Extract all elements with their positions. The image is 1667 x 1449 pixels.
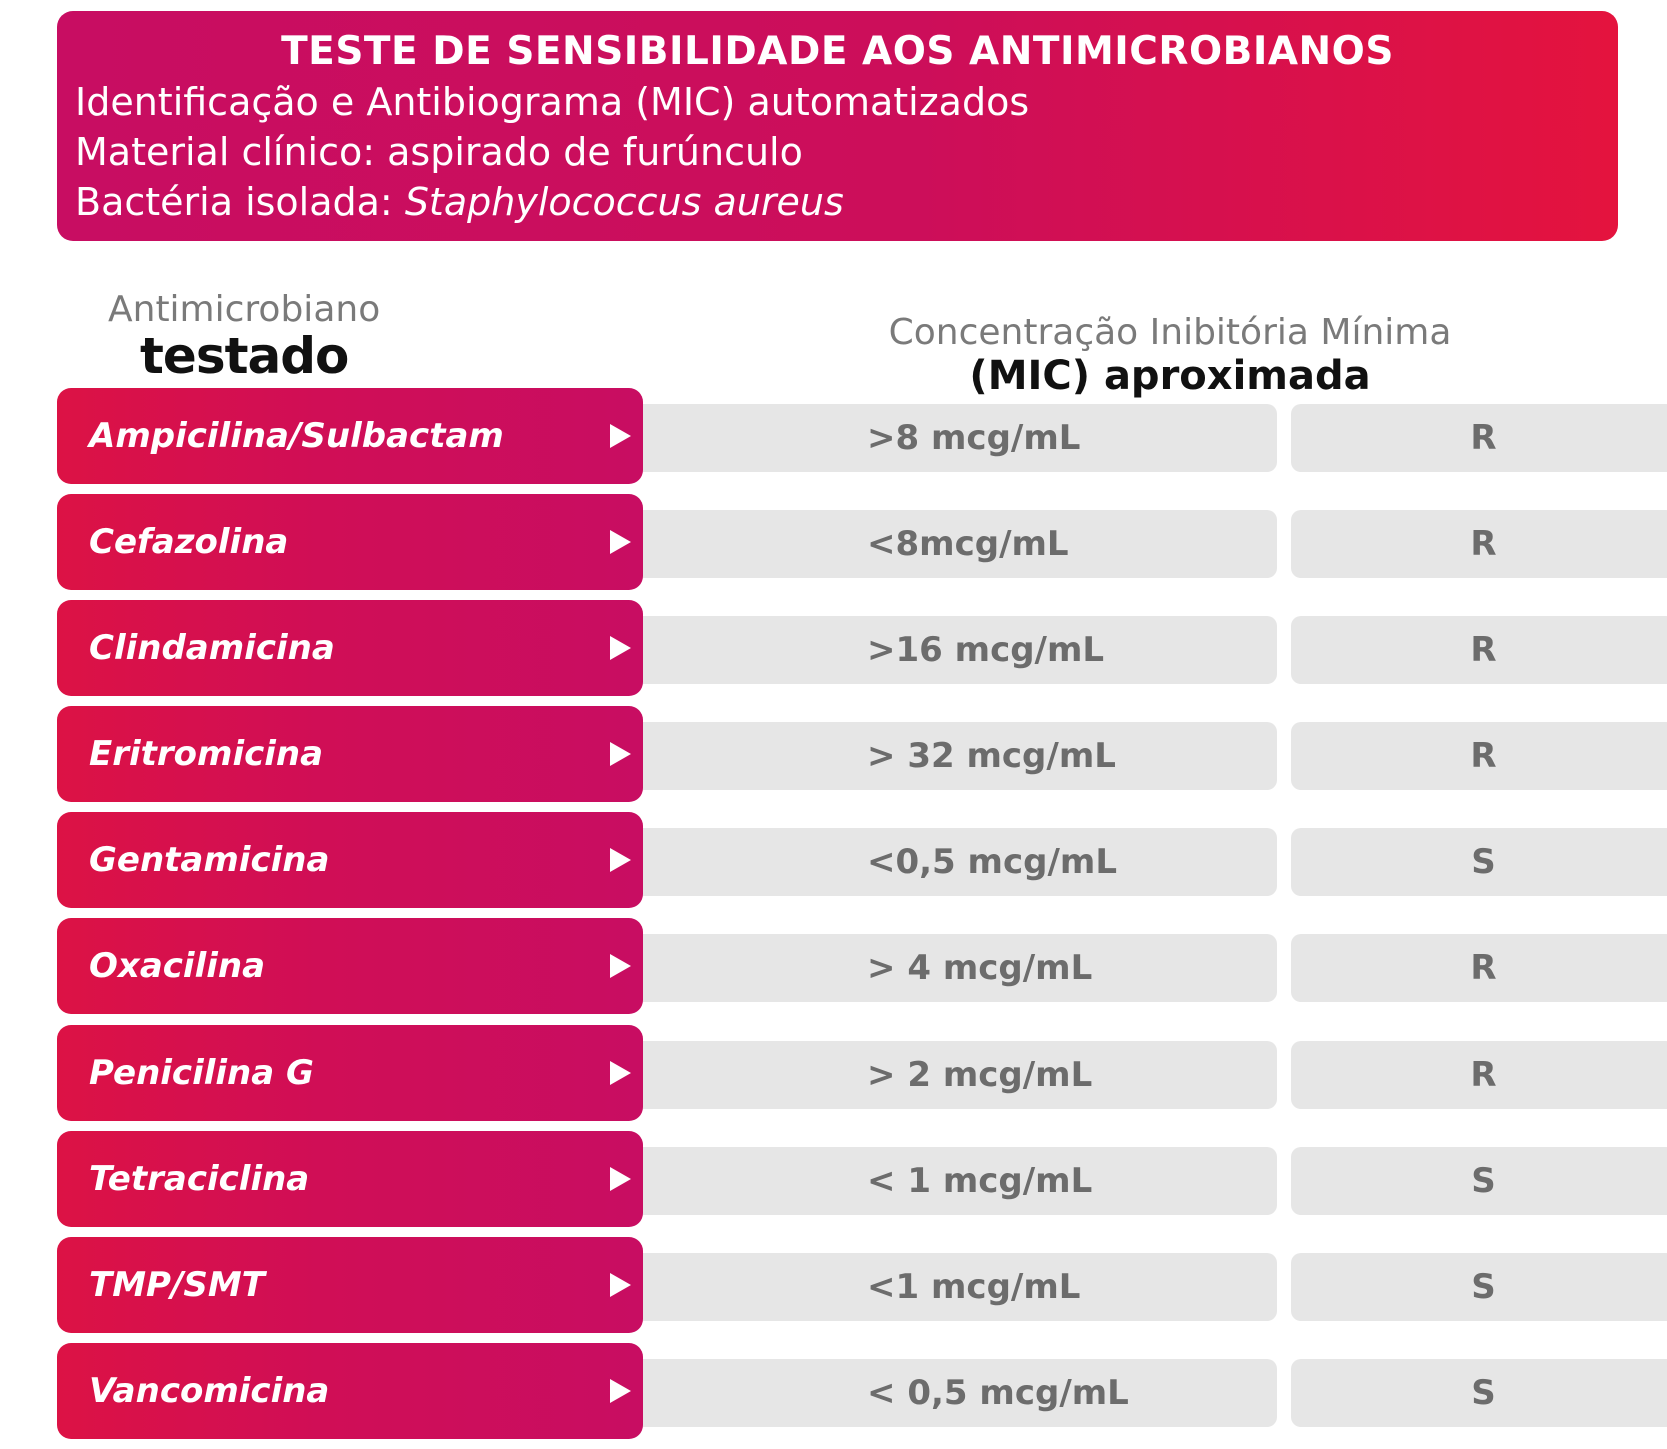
- drug-label: Penicilina G: [89, 1052, 314, 1093]
- result-value: R: [1291, 934, 1667, 1002]
- table-row: [57, 1025, 1618, 1121]
- drug-name: [57, 706, 643, 802]
- drug-name: [57, 600, 643, 696]
- identification-line: Identificação e Antibiograma (MIC) automatizados: [75, 80, 1030, 124]
- mic-heading-bold: (MIC) aproximada: [969, 353, 1371, 399]
- play-icon: [610, 954, 631, 978]
- mic-value: > 32 mcg/mL: [577, 722, 1277, 790]
- drug-name: [57, 812, 643, 908]
- drug-label: Clindamicina: [89, 628, 335, 669]
- drug-name: [57, 388, 643, 484]
- drug-label: Eritromicina: [89, 734, 324, 775]
- play-icon: [610, 1273, 631, 1297]
- table-row: [57, 812, 1618, 908]
- mic-value: < 0,5 mcg/mL: [577, 1359, 1277, 1427]
- bacteria-label: Bactéria isolada:: [75, 180, 405, 224]
- result-value: R: [1291, 722, 1667, 790]
- report-header: [57, 11, 1618, 241]
- bacteria-line: [75, 177, 1618, 227]
- drug-name: [57, 1131, 643, 1227]
- play-icon: [610, 424, 631, 448]
- table-row: [57, 1237, 1618, 1333]
- result-value: R: [1291, 510, 1667, 578]
- bacteria-species: Staphylococcus aureus: [404, 180, 844, 224]
- mic-column-heading: [880, 312, 1460, 398]
- mic-value: <1 mcg/mL: [577, 1253, 1277, 1321]
- drug-name: [57, 494, 643, 590]
- play-icon: [610, 1167, 631, 1191]
- table-row: [57, 918, 1618, 1014]
- table-row: [57, 1343, 1618, 1439]
- mic-value: > 4 mcg/mL: [577, 934, 1277, 1002]
- drug-name: [57, 1343, 643, 1439]
- results-table: [57, 388, 1618, 1449]
- mic-value: >16 mcg/mL: [577, 616, 1277, 684]
- drug-label: Gentamicina: [89, 840, 330, 881]
- table-row: [57, 388, 1618, 484]
- antimicrobial-heading-light: Antimicrobiano: [108, 289, 381, 330]
- mic-value: < 1 mcg/mL: [577, 1147, 1277, 1215]
- result-value: S: [1291, 828, 1667, 896]
- antimicrobial-column-heading: [108, 289, 388, 385]
- drug-label: Oxacilina: [89, 946, 266, 987]
- drug-label: Vancomicina: [89, 1370, 330, 1411]
- play-icon: [610, 848, 631, 872]
- play-icon: [610, 530, 631, 554]
- antimicrobial-heading-bold: testado: [140, 327, 349, 385]
- play-icon: [610, 636, 631, 660]
- drug-label: Tetraciclina: [89, 1158, 310, 1199]
- result-value: S: [1291, 1147, 1667, 1215]
- play-icon: [610, 1379, 631, 1403]
- play-icon: [610, 742, 631, 766]
- drug-name: [57, 1237, 643, 1333]
- result-value: R: [1291, 404, 1667, 472]
- result-value: S: [1291, 1359, 1667, 1427]
- result-value: R: [1291, 616, 1667, 684]
- mic-value: >8 mcg/mL: [577, 404, 1277, 472]
- result-value: S: [1291, 1253, 1667, 1321]
- mic-heading-light: Concentração Inibitória Mínima: [888, 312, 1452, 353]
- drug-label: TMP/SMT: [89, 1264, 265, 1305]
- drug-label: Cefazolina: [89, 522, 289, 563]
- table-row: [57, 494, 1618, 590]
- table-row: [57, 706, 1618, 802]
- mic-value: <0,5 mcg/mL: [577, 828, 1277, 896]
- drug-label: Ampicilina/Sulbactam: [89, 416, 504, 456]
- material-line: Material clínico: aspirado de furúnculo: [75, 130, 803, 174]
- report-title: TESTE DE SENSIBILIDADE AOS ANTIMICROBIANOS: [281, 29, 1394, 74]
- drug-name: [57, 918, 643, 1014]
- result-value: R: [1291, 1041, 1667, 1109]
- table-row: [57, 600, 1618, 696]
- drug-name: [57, 1025, 643, 1121]
- mic-value: <8mcg/mL: [577, 510, 1277, 578]
- mic-value: > 2 mcg/mL: [577, 1041, 1277, 1109]
- table-row: [57, 1131, 1618, 1227]
- play-icon: [610, 1061, 631, 1085]
